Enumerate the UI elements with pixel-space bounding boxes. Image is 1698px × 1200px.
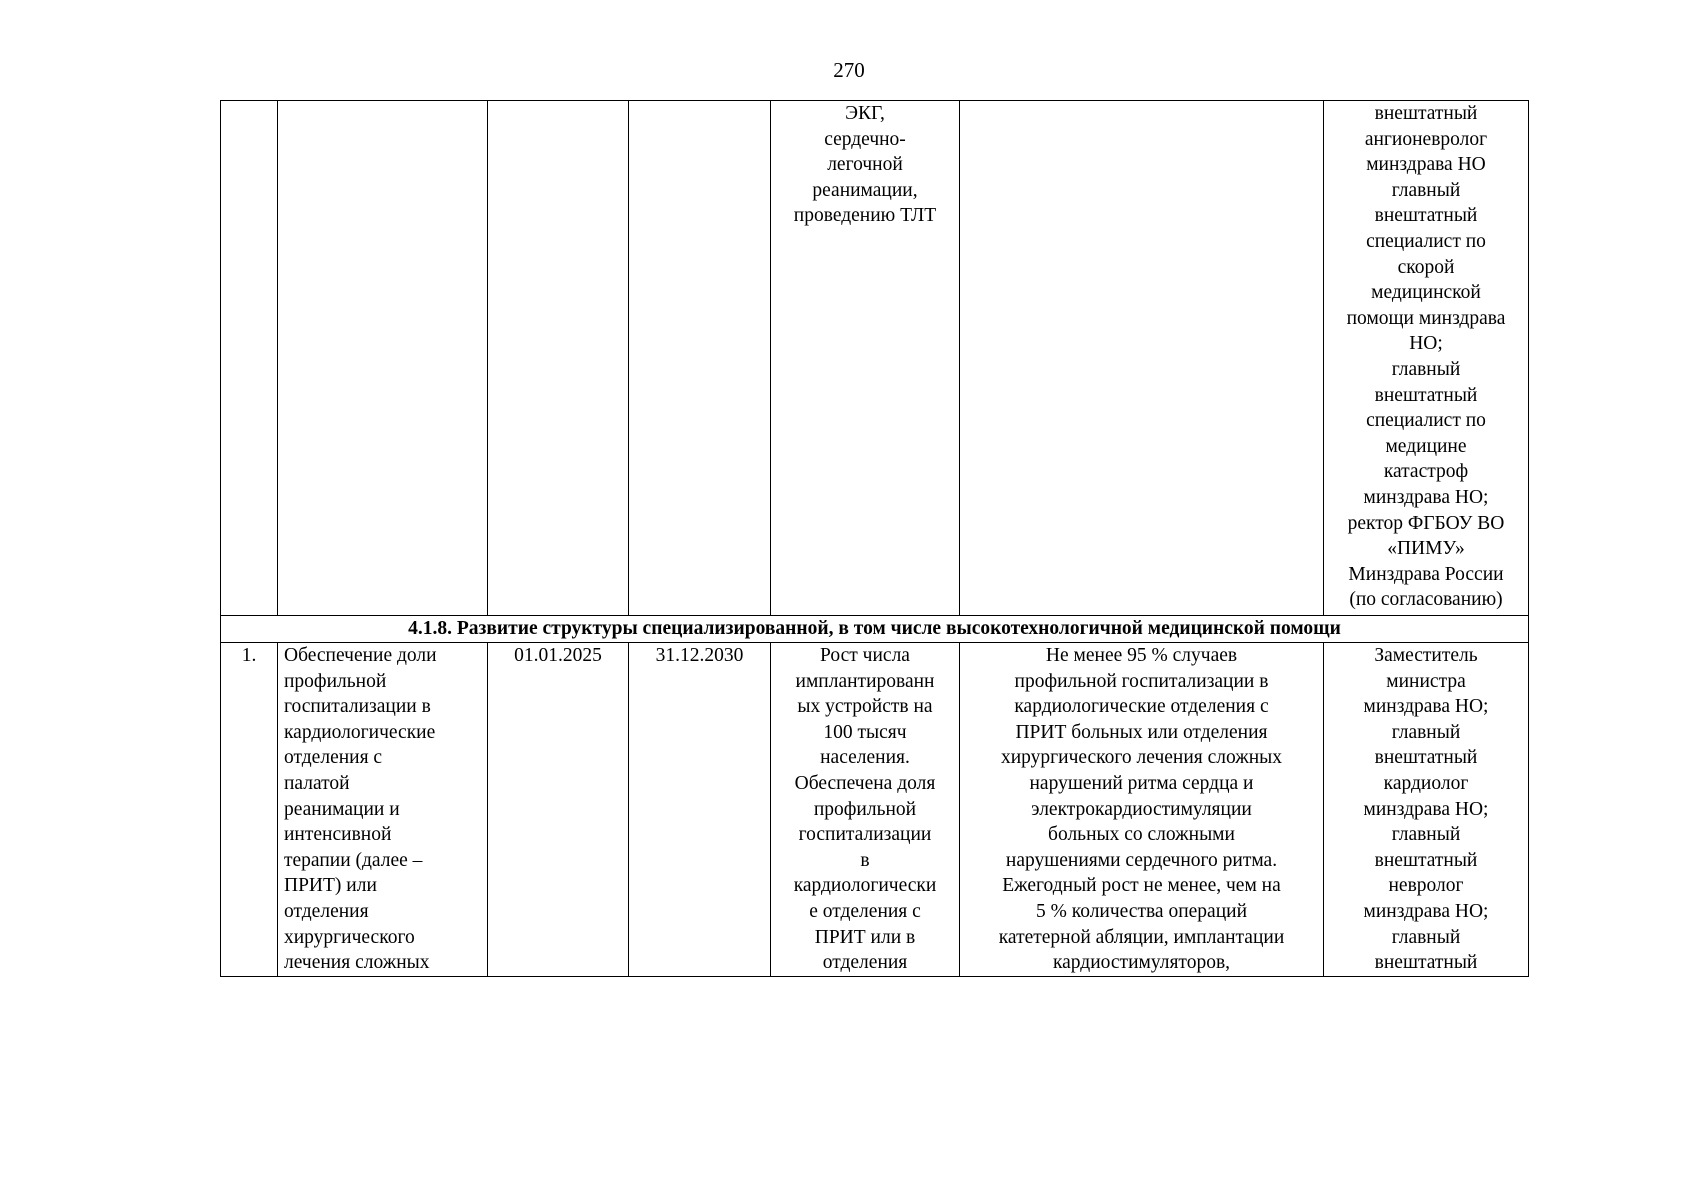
plan-table [220, 100, 1529, 977]
page-number: 270 [833, 58, 865, 82]
cell-event [278, 101, 488, 616]
cell-indicator [960, 101, 1324, 616]
cell-end-date: 31.12.2030 [629, 643, 771, 977]
section-heading: 4.1.8. Развитие структуры специализированной, в том числе высокотехнологичной медицинской помощи [221, 616, 1529, 643]
table-row [221, 101, 1529, 616]
cell-number: 1. [221, 643, 278, 977]
cell-start-date [488, 101, 629, 616]
cell-result: Рост числа имплантированн ых устройств на 100 тысяч населения. Обеспечена доля профильной госпитализации в кардиологически е отделения с ПРИТ или в отделения [771, 643, 960, 977]
cell-event: Обеспечение доли профильной госпитализации в кардиологические отделения с палатой реанимации и интенсивной терапии (далее – ПРИТ) или отделения хирургического лечения сложных [278, 643, 488, 977]
cell-end-date [629, 101, 771, 616]
cell-result: ЭКГ, сердечно- легочной реанимации, проведению ТЛТ [771, 101, 960, 616]
table-row [221, 643, 1529, 977]
section-heading-row [221, 616, 1529, 643]
cell-start-date: 01.01.2025 [488, 643, 629, 977]
cell-number [221, 101, 278, 616]
cell-responsible: внештатный ангионевролог минздрава НО главный внештатный специалист по скорой медицинской помощи минздрава НО; главный внештатный специалист по медицине катастроф минздрава НО; ректор ФГБОУ ВО «ПИМУ» Минздрава России (по согласованию) [1324, 101, 1529, 616]
cell-indicator: Не менее 95 % случаев профильной госпитализации в кардиологические отделения с ПРИТ больных или отделения хирургического лечения сложных нарушений ритма сердца и электрокардиостимуляции больных со сложными нарушениями сердечного ритма. Ежегодный рост не менее, чем на 5 % количества операций катетерной абляции, имплантации кардиостимуляторов, [960, 643, 1324, 977]
cell-responsible: Заместитель министра минздрава НО; главный внештатный кардиолог минздрава НО; главный внештатный невролог минздрава НО; главный внештатный [1324, 643, 1529, 977]
